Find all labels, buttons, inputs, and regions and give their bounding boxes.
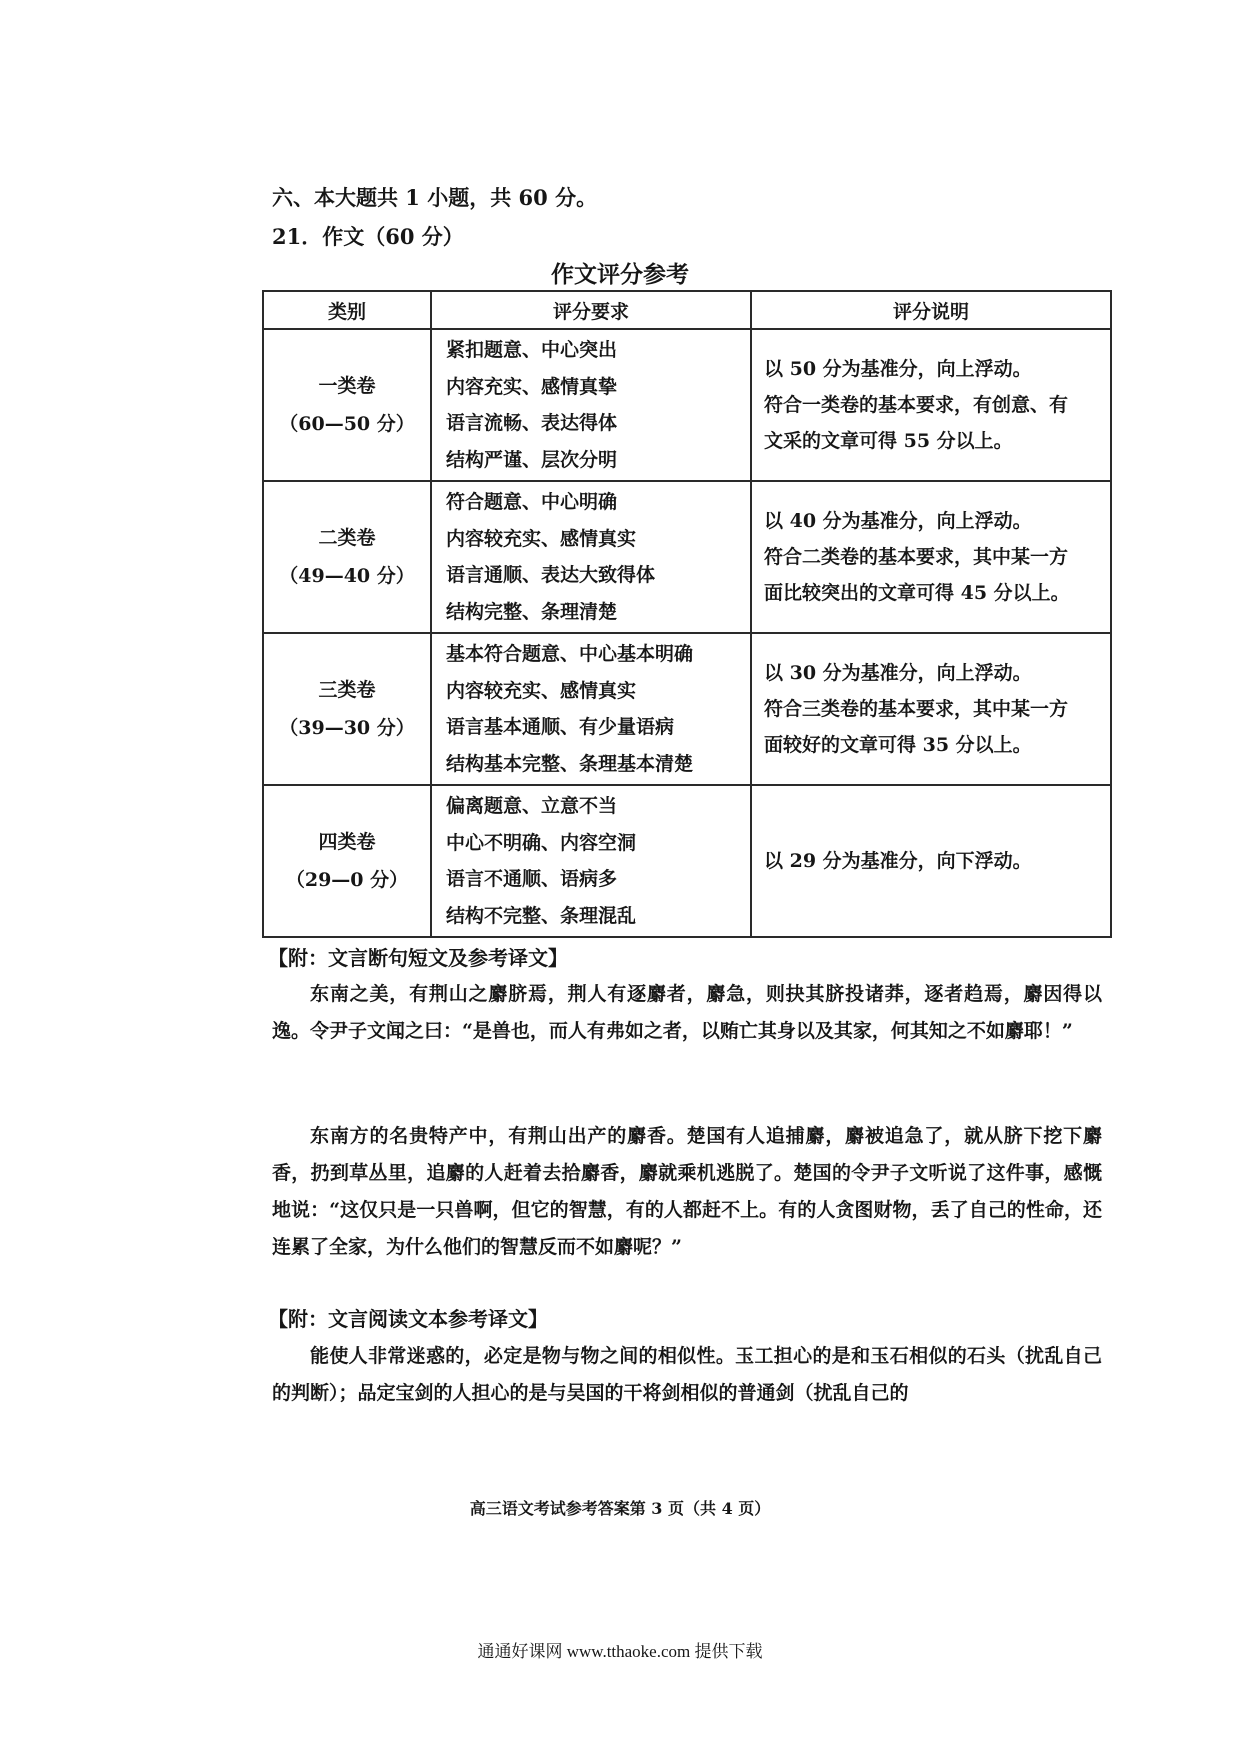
note-line: 符合二类卷的基本要求，其中某一方 (764, 546, 1069, 568)
requirement-line: 语言流畅、表达得体 (446, 412, 618, 434)
table-row (263, 329, 1111, 481)
requirement-line: 结构严谨、层次分明 (446, 448, 618, 471)
requirements-cell (431, 785, 751, 937)
requirement-line: 基本符合题意、中心基本明确 (446, 643, 694, 665)
header-notes: 评分说明 (751, 291, 1111, 329)
note-line: 以 29 分为基准分，向下浮动。 (764, 850, 1032, 872)
note-line: 面较好的文章可得 35 分以上。 (764, 734, 1032, 756)
requirement-line: 内容充实、感情真挚 (446, 375, 618, 398)
notes-cell (751, 633, 1111, 785)
scoring-rubric-table (262, 290, 1112, 938)
notes-cell (751, 329, 1111, 481)
requirement-line: 语言通顺、表达大致得体 (446, 564, 656, 586)
notes-cell (751, 481, 1111, 633)
category-range: （60—50 分） (279, 413, 415, 435)
category-range: （29—0 分） (285, 869, 409, 891)
reading-translation-paragraph: 能使人非常迷惑的，必定是物与物之间的相似性。玉工担心的是和玉石相似的石头（扰乱自己的判断）；品定宝剑的人担心的是与吴国的干将剑相似的普通剑（扰乱自己的 (272, 1345, 1102, 1404)
category-name: 四类卷 (318, 831, 376, 853)
question-title: 21．作文（60 分） (272, 224, 464, 249)
note-line: 以 30 分为基准分，向上浮动。 (764, 662, 1032, 684)
category-range: （49—40 分） (279, 565, 415, 587)
page-footer: 高三语文考试参考答案第 3 页（共 4 页） (469, 1499, 771, 1518)
requirements-cell (431, 633, 751, 785)
header-category: 类别 (263, 291, 431, 329)
table-row (263, 481, 1111, 633)
table-header-row (263, 291, 1111, 329)
requirement-line: 结构基本完整、条理基本清楚 (446, 752, 694, 775)
table-row (263, 633, 1111, 785)
table-row (263, 785, 1111, 937)
category-cell (263, 785, 431, 937)
classical-original-paragraph: 东南之美，有荆山之麝脐焉，荆人有逐麝者，麝急，则抉其脐投诸莽，逐者趋焉，麝因得以逸。令尹子文闻之曰：“是兽也，而人有弗如之者，以贿亡其身以及其家，何其知之不如麝耶！” (272, 983, 1102, 1042)
category-cell (263, 633, 431, 785)
requirement-line: 语言不通顺、语病多 (446, 868, 618, 890)
requirement-line: 语言基本通顺、有少量语病 (446, 716, 675, 738)
category-range: （39—30 分） (279, 717, 415, 739)
requirements-cell (431, 329, 751, 481)
requirement-line: 紧扣题意、中心突出 (446, 339, 618, 361)
note-line: 符合三类卷的基本要求，其中某一方 (764, 698, 1069, 720)
note-line: 文采的文章可得 55 分以上。 (764, 430, 1013, 452)
category-name: 三类卷 (318, 679, 376, 701)
section-heading: 六、本大题共 1 小题，共 60 分。 (272, 185, 598, 210)
translation-paragraph: 东南方的名贵特产中，有荆山出产的麝香。楚国有人追捕麝，麝被追急了，就从脐下挖下麝香，扔到草丛里，追麝的人赶着去拾麝香，麝就乘机逃脱了。楚国的令尹子文听说了这件事，感慨地说：“这仅只是一只兽啊，但它的智慧，有的人都赶不上。有的人贪图财物，丢了自己的性命，还连累了全家，为什么他们的智慧反而不如麝呢？” (272, 1125, 1102, 1258)
note-line: 符合一类卷的基本要求，有创意、有 (764, 394, 1069, 416)
requirements-cell (431, 481, 751, 633)
notes-cell (751, 785, 1111, 937)
appendix-heading-1: 【附：文言断句短文及参考译文】 (268, 946, 568, 970)
requirement-line: 内容较充实、感情真实 (446, 527, 637, 550)
note-line: 面比较突出的文章可得 45 分以上。 (764, 582, 1070, 604)
requirement-line: 内容较充实、感情真实 (446, 679, 637, 702)
requirement-line: 结构不完整、条理混乱 (446, 904, 637, 927)
category-name: 二类卷 (318, 527, 376, 549)
category-name: 一类卷 (318, 375, 376, 397)
category-cell (263, 329, 431, 481)
appendix-heading-2: 【附：文言阅读文本参考译文】 (268, 1307, 548, 1331)
download-watermark: 通通好课网 www.tthaoke.com 提供下载 (477, 1642, 763, 1661)
requirement-line: 结构完整、条理清楚 (446, 600, 618, 623)
requirement-line: 中心不明确、内容空洞 (446, 831, 637, 854)
note-line: 以 50 分为基准分，向上浮动。 (764, 358, 1032, 380)
requirement-line: 符合题意、中心明确 (446, 491, 618, 513)
table-caption: 作文评分参考 (551, 261, 689, 288)
category-cell (263, 481, 431, 633)
requirement-line: 偏离题意、立意不当 (446, 795, 618, 817)
note-line: 以 40 分为基准分，向上浮动。 (764, 510, 1032, 532)
header-requirements: 评分要求 (431, 291, 751, 329)
